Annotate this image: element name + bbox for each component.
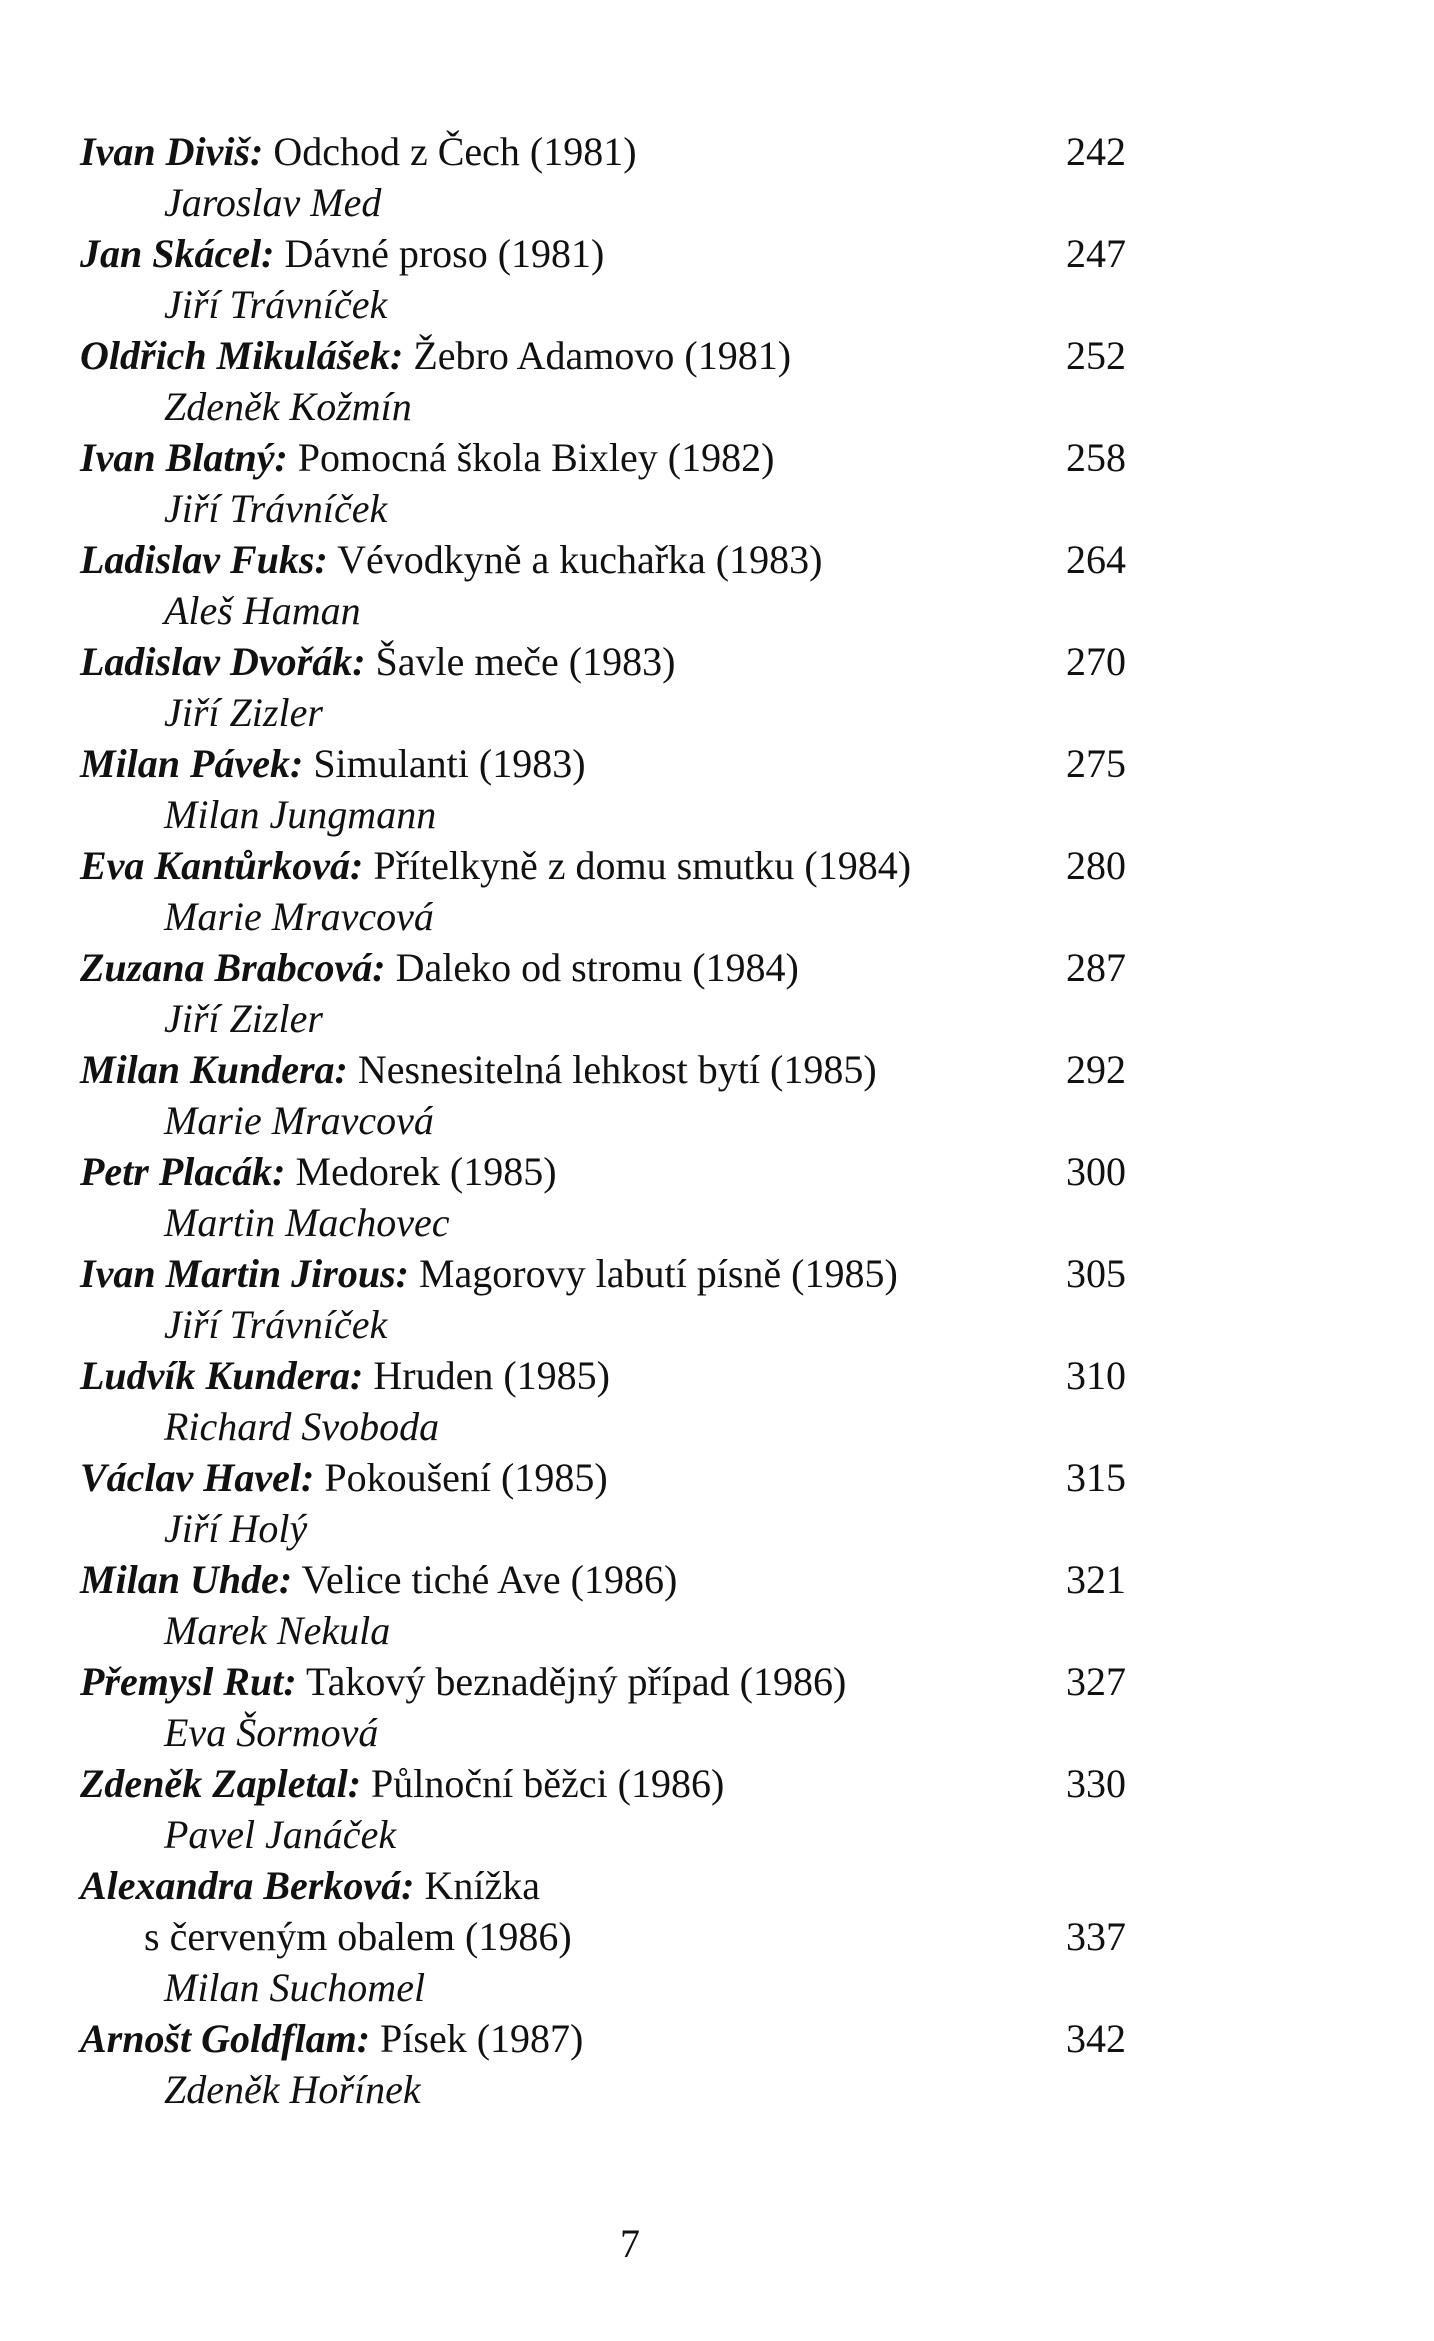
toc-reviewer-line [0,1962,1434,2013]
toc-work-title: Daleko od stromu (1984) [395,945,799,990]
toc-author: Ludvík Kundera: [80,1353,364,1398]
toc-author: Václav Havel: [80,1455,315,1500]
toc-reviewer: Milan Suchomel [164,1965,426,2010]
toc-page-number: 275 [1066,741,1126,786]
toc-entry-title-line [0,2013,1434,2064]
toc-work-title: Dávné proso (1981) [284,231,605,276]
toc-entry-title-line [0,228,1434,279]
toc-reviewer-line [0,585,1434,636]
toc-entry [0,840,1434,942]
toc-page-number: 342 [1066,2016,1126,2061]
toc-reviewer-line [0,1503,1434,1554]
toc-entry-title-line [0,432,1434,483]
toc-page-number: 247 [1066,231,1126,276]
toc-work-title: Velice tiché Ave (1986) [301,1557,678,1602]
toc-page-number: 310 [1066,1353,1126,1398]
toc-entry-title-line [0,534,1434,585]
toc-reviewer: Martin Machovec [164,1200,450,1245]
toc-entry-title-line [0,126,1434,177]
toc-page-number: 270 [1066,639,1126,684]
toc-page-number: 264 [1066,537,1126,582]
toc-author: Petr Placák: [80,1149,286,1194]
toc-work-title: Přítelkyně z domu smutku (1984) [373,843,912,888]
toc-author: Milan Pávek: [80,741,304,786]
toc-entry-title-line [0,738,1434,789]
toc-author: Ivan Martin Jirous: [80,1251,409,1296]
toc-work-title: Nesnesitelná lehkost bytí (1985) [357,1047,877,1092]
toc-entry [0,126,1434,228]
toc-reviewer-line [0,1707,1434,1758]
toc-entry [0,228,1434,330]
toc-entry [0,1758,1434,1860]
toc-page-number: 252 [1066,333,1126,378]
toc-reviewer-line [0,789,1434,840]
toc-page-number: 315 [1066,1455,1126,1500]
toc-author: Alexandra Berková: [80,1863,415,1908]
toc-author: Zuzana Brabcová: [80,945,386,990]
toc-author: Přemysl Rut: [80,1659,297,1704]
toc-work-title-continuation: s červeným obalem (1986) [144,1914,572,1959]
toc-reviewer-line [0,2064,1434,2115]
toc-work-title: Žebro Adamovo (1981) [413,333,792,378]
toc-entry [0,330,1434,432]
toc-reviewer: Milan Jungmann [164,792,437,837]
toc-page-number: 292 [1066,1047,1126,1092]
toc-entry-title-line [0,1146,1434,1197]
toc-page-number: 327 [1066,1659,1126,1704]
toc-author: Oldřich Mikulášek: [80,333,404,378]
toc-reviewer-line [0,993,1434,1044]
toc-reviewer: Pavel Janáček [164,1812,397,1857]
toc-work-title: Půlnoční běžci (1986) [371,1761,725,1806]
toc-reviewer-line [0,381,1434,432]
toc-entry [0,636,1434,738]
toc-entry-title-line [0,1656,1434,1707]
toc-reviewer: Jiří Zizler [164,690,323,735]
toc-entry-title-line [0,1350,1434,1401]
toc-entry [0,534,1434,636]
toc-reviewer: Richard Svoboda [164,1404,440,1449]
toc-author: Milan Uhde: [80,1557,293,1602]
toc-page-number: 330 [1066,1761,1126,1806]
toc-reviewer-line [0,483,1434,534]
toc-entry-continuation-line [0,1911,1434,1962]
toc-entry-title-line [0,330,1434,381]
toc-reviewer: Jiří Holý [164,1506,308,1551]
toc-entry [0,1452,1434,1554]
toc-page-number: 337 [1066,1914,1126,1959]
toc-work-title: Takový beznadějný případ (1986) [305,1659,847,1704]
toc-reviewer: Marie Mravcová [164,894,434,939]
toc-author: Arnošt Goldflam: [80,2016,371,2061]
toc-entry-title-line [0,1758,1434,1809]
toc-work-title: Knížka [424,1863,540,1908]
toc-author: Ivan Diviš: [80,129,264,174]
toc-entry [0,1554,1434,1656]
toc-reviewer: Zdeněk Kožmín [164,384,412,429]
toc-page-number: 280 [1066,843,1126,888]
toc-entry-title-line [0,840,1434,891]
toc-work-title: Odchod z Čech (1981) [273,129,637,174]
toc-entry-title-line [0,1860,1434,1911]
toc-author: Zdeněk Zapletal: [80,1761,362,1806]
toc-reviewer: Aleš Haman [164,588,361,633]
toc-reviewer-line [0,1605,1434,1656]
toc-reviewer-line [0,1299,1434,1350]
toc-entry [0,1248,1434,1350]
toc-page-number: 258 [1066,435,1126,480]
toc-work-title: Simulanti (1983) [313,741,586,786]
toc-reviewer-line [0,177,1434,228]
toc-entry-title-line [0,1554,1434,1605]
toc-entry [0,738,1434,840]
toc-page-number: 321 [1066,1557,1126,1602]
toc-page-number: 305 [1066,1251,1126,1296]
toc-entry [0,1044,1434,1146]
toc-reviewer: Jiří Zizler [164,996,323,1041]
toc-work-title: Pokoušení (1985) [324,1455,608,1500]
toc-entry-title-line [0,1452,1434,1503]
toc-author: Ladislav Dvořák: [80,639,366,684]
toc-work-title: Medorek (1985) [295,1149,557,1194]
toc-reviewer: Jaroslav Med [164,180,382,225]
toc-page-number: 242 [1066,129,1126,174]
toc-reviewer-line [0,1809,1434,1860]
toc-entry-multiline [0,1860,1434,2013]
toc-work-title: Hruden (1985) [373,1353,610,1398]
toc-author: Eva Kantůrková: [80,843,364,888]
toc-entry [0,1146,1434,1248]
toc-reviewer: Jiří Trávníček [164,282,388,327]
toc-author: Ladislav Fuks: [80,537,328,582]
toc-reviewer-line [0,1197,1434,1248]
toc-page-number: 300 [1066,1149,1126,1194]
toc-author: Ivan Blatný: [80,435,288,480]
toc-entry-title-line [0,636,1434,687]
toc-entry-title-line [0,1248,1434,1299]
table-of-contents [0,126,1434,2115]
toc-reviewer-line [0,279,1434,330]
toc-author: Jan Skácel: [80,231,275,276]
toc-reviewer: Zdeněk Hořínek [164,2067,421,2112]
toc-reviewer: Jiří Trávníček [164,1302,388,1347]
toc-work-title: Písek (1987) [380,2016,584,2061]
toc-reviewer: Marie Mravcová [164,1098,434,1143]
toc-work-title: Vévodkyně a kuchařka (1983) [337,537,823,582]
toc-entry [0,1656,1434,1758]
toc-reviewer-line [0,891,1434,942]
toc-reviewer-line [0,1095,1434,1146]
toc-entry [0,1350,1434,1452]
toc-work-title: Pomocná škola Bixley (1982) [297,435,775,480]
toc-entry [0,432,1434,534]
page-folio-number: 7 [620,2221,640,2266]
toc-reviewer-line [0,687,1434,738]
toc-entry-title-line [0,942,1434,993]
toc-author: Milan Kundera: [80,1047,348,1092]
toc-page-number: 287 [1066,945,1126,990]
toc-reviewer: Jiří Trávníček [164,486,388,531]
toc-entry [0,942,1434,1044]
toc-reviewer: Marek Nekula [164,1608,391,1653]
toc-reviewer-line [0,1401,1434,1452]
toc-reviewer: Eva Šormová [164,1710,379,1755]
toc-entry [0,2013,1434,2115]
toc-entry-title-line [0,1044,1434,1095]
toc-work-title: Šavle meče (1983) [375,639,676,684]
toc-work-title: Magorovy labutí písně (1985) [418,1251,898,1296]
